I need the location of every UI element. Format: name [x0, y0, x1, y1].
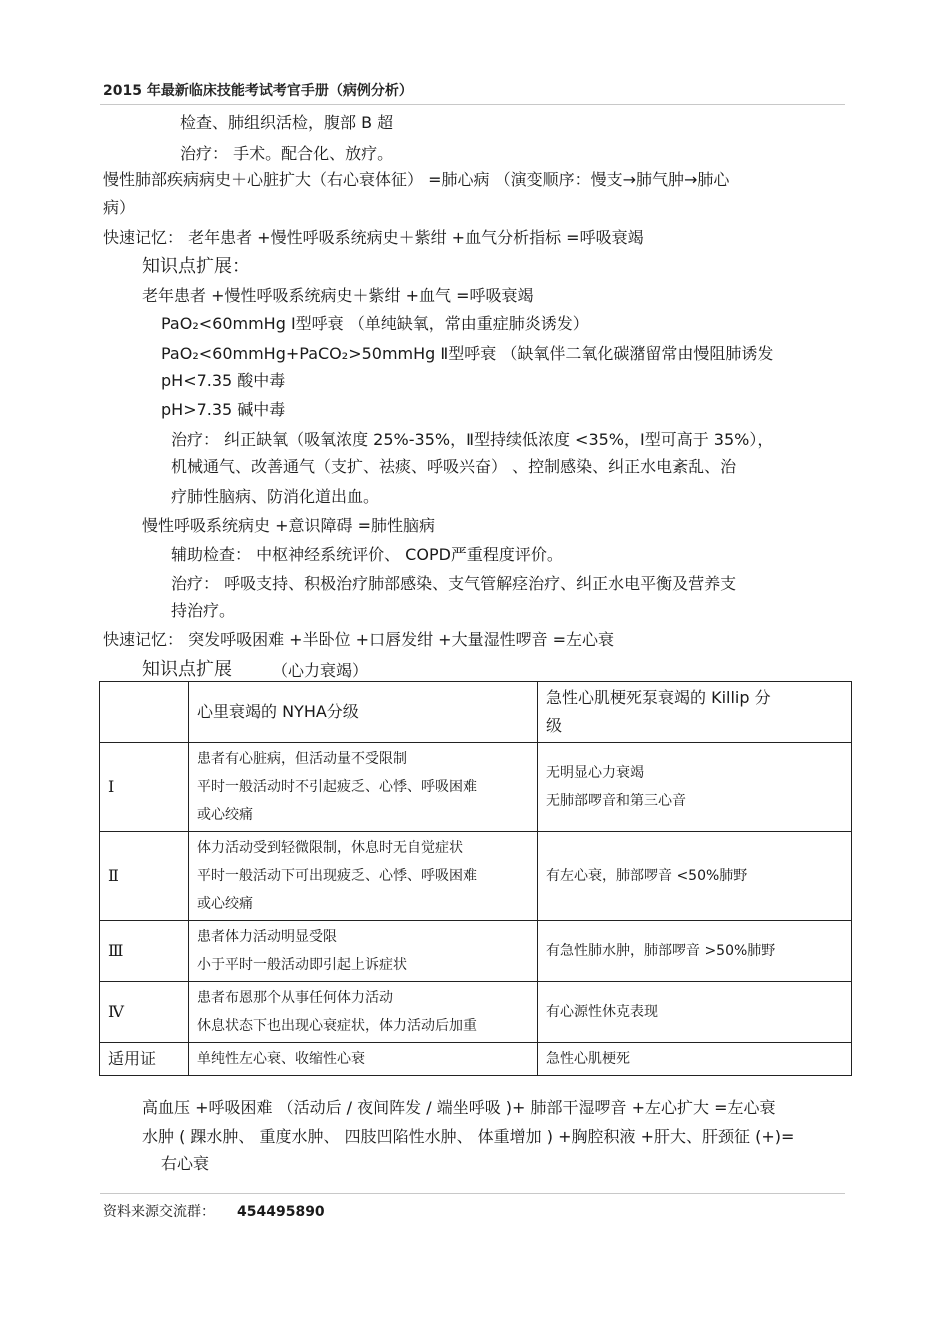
- cell-line: 小于平时一般活动即引起上诉症状: [197, 957, 407, 973]
- cell-line: 有急性肺水肿，肺部啰音 >50%肺野: [546, 943, 776, 959]
- text-line: 老年患者 +慢性呼吸系统病史＋紫绀 +血气 =呼吸衰竭: [142, 286, 534, 305]
- text-line: 慢性呼吸系统病史 +意识障碍 =肺性脑病: [142, 516, 435, 535]
- text-line: 辅助检查： 中枢神经系统评价、 COPD严重程度评价。: [171, 545, 563, 564]
- text-line: PaO₂<60mmHg Ⅰ型呼衰 （单纯缺氧，常由重症肺炎诱发）: [161, 314, 589, 333]
- cell-line: 有心源性休克表现: [546, 1004, 658, 1020]
- cell-line: 急性心肌梗死: [546, 1051, 630, 1067]
- killip-cell: [538, 832, 852, 921]
- killip-cell: [538, 921, 852, 982]
- table-header-nyha: 心里衰竭的 NYHA分级: [189, 682, 538, 743]
- cell-line: 体力活动受到轻微限制，休息时无自觉症状: [197, 840, 463, 856]
- header-line: 急性心肌梗死泵衰竭的 Killip 分: [546, 688, 771, 707]
- table-row: [100, 921, 852, 982]
- grade-cell: Ⅳ: [100, 982, 189, 1043]
- text-line: pH<7.35 酸中毒: [161, 371, 286, 390]
- nyha-cell: [189, 832, 538, 921]
- grade-cell: Ⅲ: [100, 921, 189, 982]
- text-line: 机械通气、改善通气（支扩、祛痰、呼吸兴奋） 、控制感染、纠正水电紊乱、治: [171, 457, 737, 476]
- nyha-cell: [189, 1043, 538, 1076]
- text-line: 病）: [103, 198, 136, 217]
- table-corner-cell: [100, 682, 189, 743]
- cell-line: 平时一般活动时不引起疲乏、心悸、呼吸困难: [197, 779, 477, 795]
- killip-cell: [538, 1043, 852, 1076]
- table-header-killip: [538, 682, 852, 743]
- text-line: 高血压 +呼吸困难 （活动后 / 夜间阵发 / 端坐呼吸 )+ 肺部干湿啰音 +左心扩大 =左心衰: [142, 1098, 776, 1117]
- footer-label: 资料来源交流群：: [103, 1204, 215, 1220]
- text-line: 慢性肺部疾病病史＋心脏扩大（右心衰体征） =肺心病 （演变顺序：慢支→肺气肿→肺心: [103, 170, 730, 189]
- table-row: [100, 982, 852, 1043]
- cell-line: 或心绞痛: [197, 807, 253, 823]
- text-line: 右心衰: [161, 1154, 210, 1173]
- cell-line: 患者体力活动明显受限: [197, 929, 337, 945]
- cell-line: 患者布恩那个从事任何体力活动: [197, 990, 393, 1006]
- page-footer: [103, 1201, 325, 1221]
- cell-line: 患者有心脏病，但活动量不受限制: [197, 751, 407, 767]
- cell-line: 无明显心力衰竭: [546, 765, 644, 781]
- header-line: 级: [546, 716, 563, 735]
- text-line: PaO₂<60mmHg+PaCO₂>50mmHg Ⅱ型呼衰 （缺氧伴二氧化碳潴留常由慢阻肺诱发: [161, 344, 774, 363]
- grade-cell: 适用证: [100, 1043, 189, 1076]
- text-line: pH>7.35 碱中毒: [161, 400, 286, 419]
- text-line: 治疗： 手术。配合化、放疗。: [180, 144, 394, 163]
- table-row: [100, 832, 852, 921]
- table-row: [100, 1043, 852, 1076]
- text-line: 快速记忆： 老年患者 +慢性呼吸系统病史＋紫绀 +血气分析指标 =呼吸衰竭: [103, 228, 644, 247]
- cell-line: 平时一般活动下可出现疲乏、心悸、呼吸困难: [197, 868, 477, 884]
- table-row: [100, 743, 852, 832]
- cell-line: 有左心衰，肺部啰音 <50%肺野: [546, 868, 748, 884]
- grade-cell: Ⅰ: [100, 743, 189, 832]
- footer-rule: [100, 1193, 845, 1194]
- nyha-cell: [189, 743, 538, 832]
- cell-line: 或心绞痛: [197, 896, 253, 912]
- grade-cell: Ⅱ: [100, 832, 189, 921]
- section-heading: 知识点扩展: [142, 659, 232, 680]
- footer-group-number: 454495890: [237, 1204, 325, 1220]
- text-line: 检查、肺组织活检，腹部 B 超: [180, 113, 394, 132]
- text-line: 持治疗。: [171, 601, 236, 620]
- text-line: 快速记忆： 突发呼吸困难 +半卧位 +口唇发绀 +大量湿性啰音 =左心衰: [103, 630, 615, 649]
- table-header-row: [100, 682, 852, 743]
- section-subheading: （心力衰竭）: [272, 661, 369, 680]
- page-header: 2015 年最新临床技能考试考官手册（病例分析）: [103, 83, 413, 99]
- cell-line: 无肺部啰音和第三心音: [546, 793, 686, 809]
- nyha-cell: [189, 982, 538, 1043]
- cell-line: 休息状态下也出现心衰症状，体力活动后加重: [197, 1018, 477, 1034]
- nyha-cell: [189, 921, 538, 982]
- killip-cell: [538, 743, 852, 832]
- text-line: 治疗： 呼吸支持、积极治疗肺部感染、支气管解痉治疗、纠正水电平衡及营养支: [171, 574, 737, 593]
- section-heading: 知识点扩展：: [142, 256, 250, 277]
- text-line: 疗肺性脑病、防消化道出血。: [171, 487, 380, 506]
- cell-line: 单纯性左心衰、收缩性心衰: [197, 1051, 365, 1067]
- header-rule: [100, 104, 845, 105]
- text-line: 治疗： 纠正缺氧（吸氧浓度 25%-35%，Ⅱ型持续低浓度 <35%，Ⅰ型可高于 35%），: [171, 430, 774, 449]
- text-line: 水肿 ( 踝水肿、 重度水肿、 四肢凹陷性水肿、 体重增加 ) +胸腔积液 +肝大、肝颈征 (+)=: [142, 1127, 795, 1146]
- heart-failure-classification-table: [99, 681, 852, 1076]
- killip-cell: [538, 982, 852, 1043]
